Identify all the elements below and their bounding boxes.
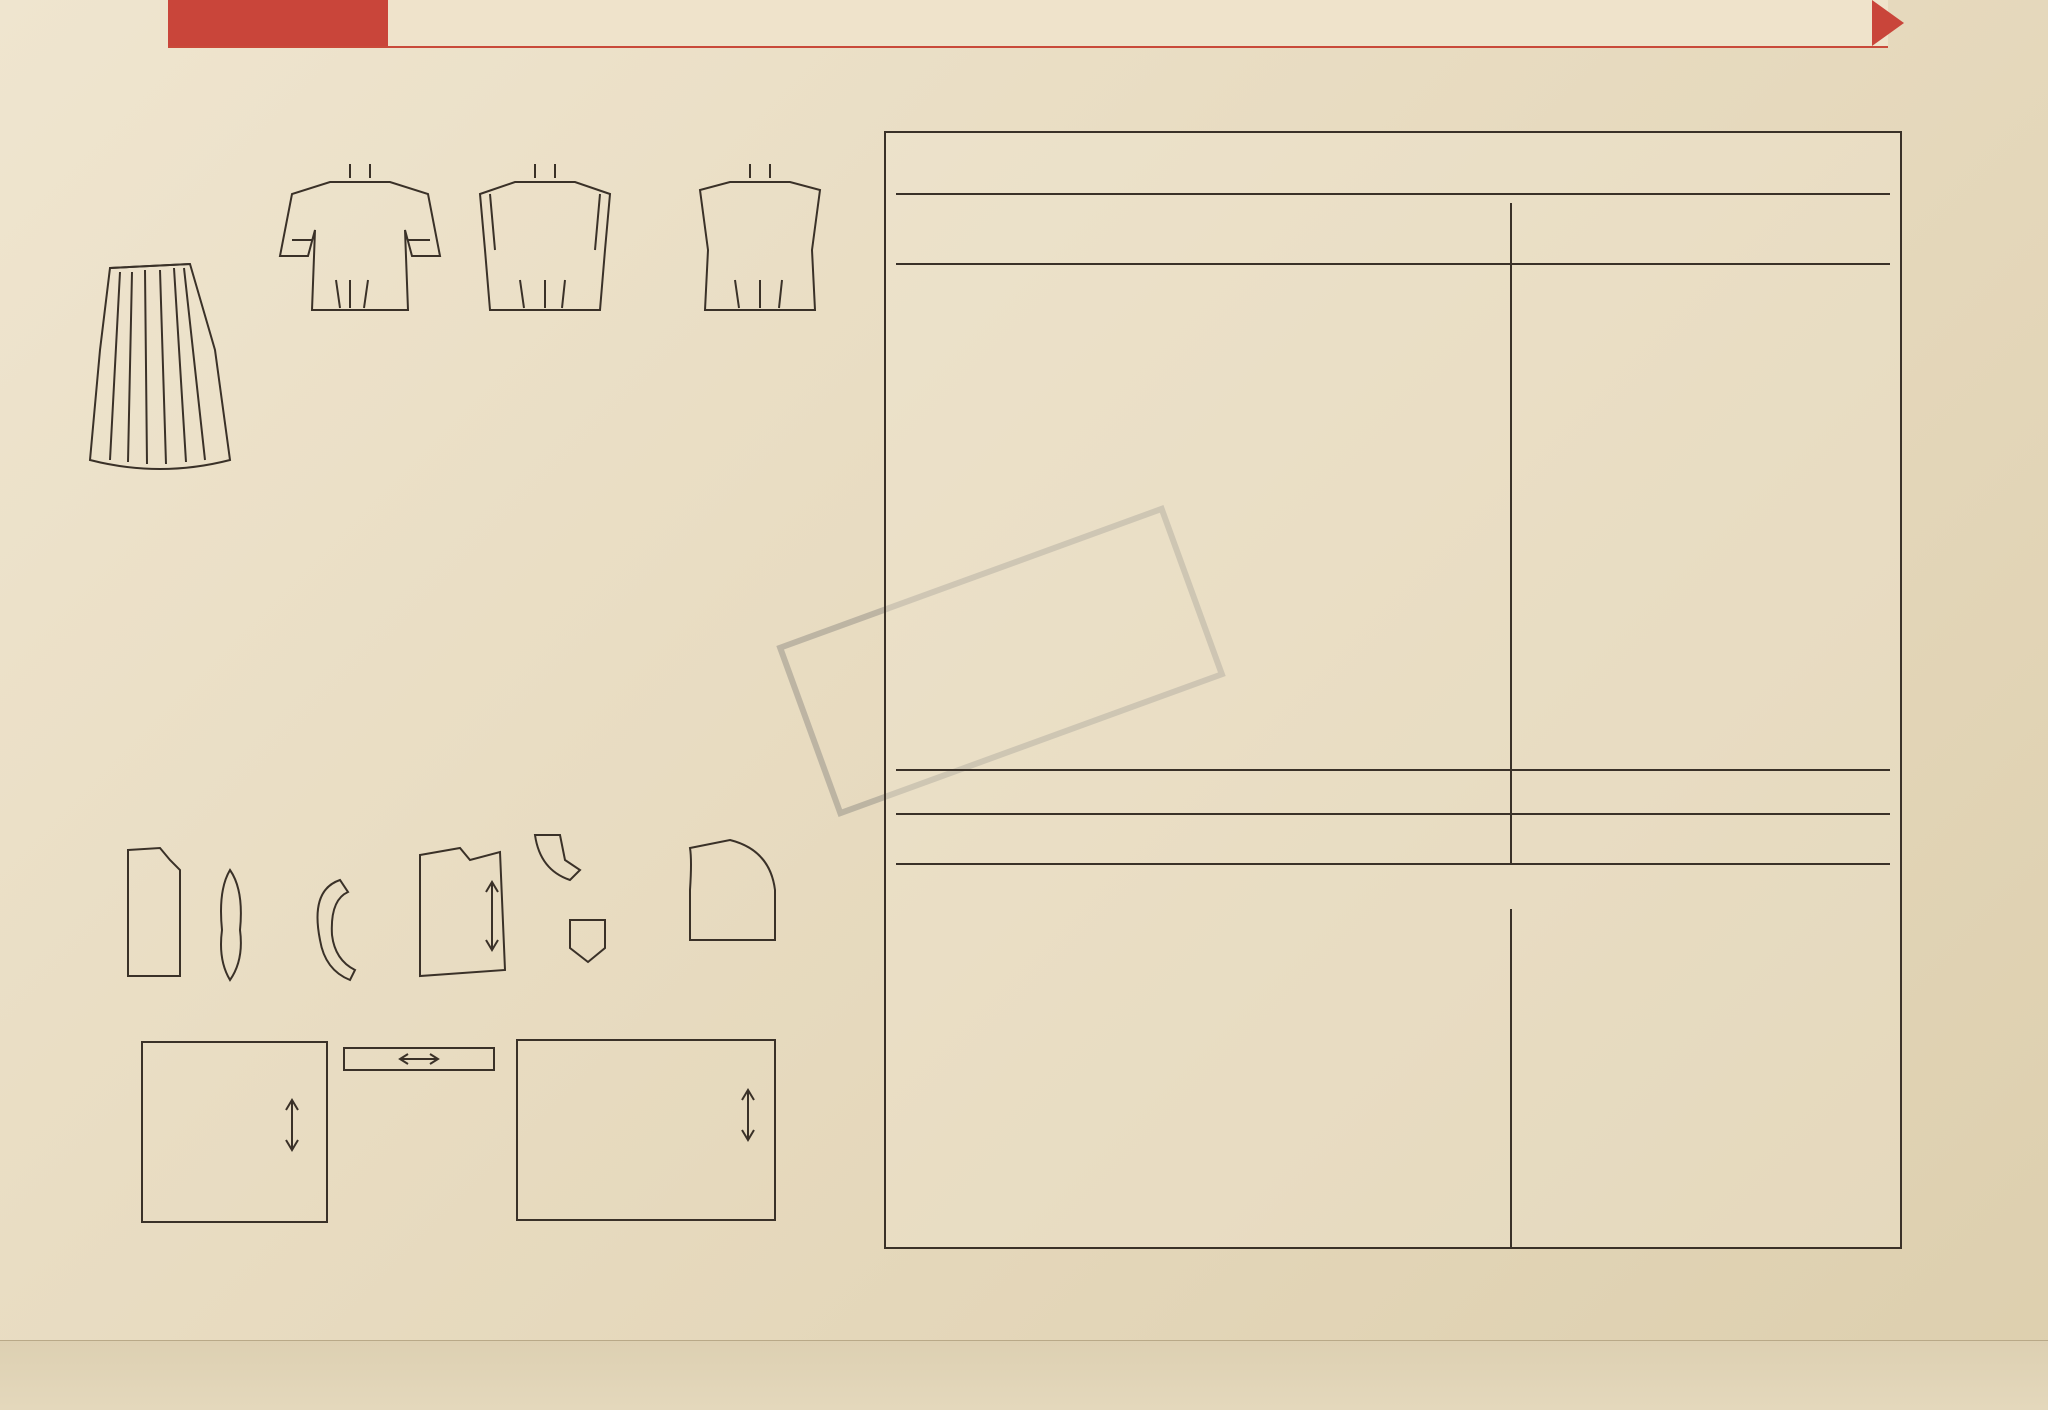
- blouse-view2-illustration: [480, 164, 610, 310]
- piece-d-shape: [535, 835, 580, 880]
- piece-f-shape: [142, 1042, 327, 1222]
- ruler-arrow-icon: [1872, 0, 1904, 46]
- blouse-view1-illustration: [280, 164, 440, 310]
- rule: [896, 863, 1890, 865]
- quick-measure-badge: [168, 0, 388, 46]
- garment-illustrations: [50, 160, 850, 480]
- pattern-pieces-diagram: [120, 830, 800, 1230]
- column-divider: [1510, 909, 1512, 1247]
- quick-measure-ruler: [168, 0, 1888, 48]
- blouse-view3-illustration: [700, 164, 820, 310]
- rule: [896, 263, 1890, 265]
- rule: [896, 769, 1890, 771]
- rule: [896, 813, 1890, 815]
- envelope-flap: [0, 1340, 2048, 1410]
- yardage-chart: [884, 131, 1902, 1249]
- piece-e-shape: [690, 840, 775, 940]
- column-divider: [1510, 203, 1512, 863]
- rule: [896, 193, 1890, 195]
- skirt-illustration: [90, 264, 230, 469]
- piece-b-shape: [570, 920, 605, 962]
- piece-c-shape: [128, 848, 180, 976]
- piece-k-shape: [221, 870, 241, 980]
- ruler-ticks: [168, 0, 1888, 46]
- piece-l-shape: [318, 880, 356, 980]
- piece-g-shape: [517, 1040, 775, 1220]
